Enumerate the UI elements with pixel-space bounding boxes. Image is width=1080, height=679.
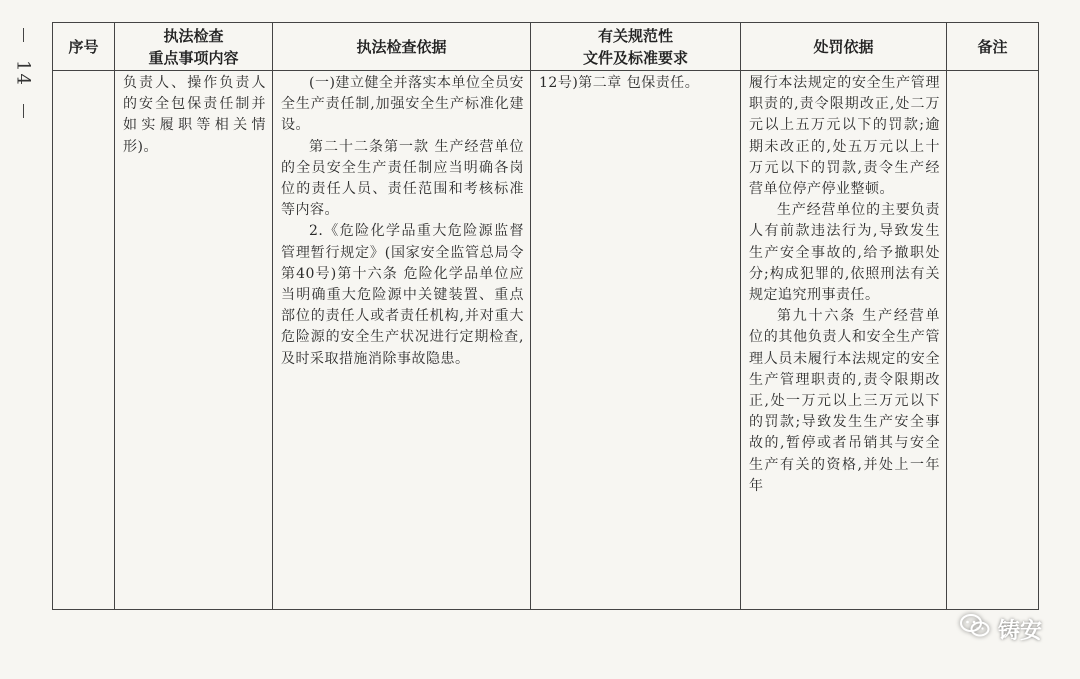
- header-focus-line1: 执法检查: [163, 26, 224, 45]
- header-penalty: 处罚依据: [741, 23, 947, 71]
- page-number-dash-bottom: [23, 104, 24, 118]
- cell-focus: [115, 71, 273, 610]
- cell-penalty: [741, 71, 947, 610]
- norms-text: 12号)第二章 包保责任。: [539, 75, 700, 91]
- watermark: [960, 613, 1042, 645]
- page-number: [8, 28, 38, 118]
- focus-text: 负责人、操作负责人的安全包保责任制并如实履职等相关情形)。: [123, 75, 266, 155]
- cell-seq-text: [53, 71, 114, 611]
- header-norms: [531, 23, 741, 71]
- table-header-row: [53, 23, 1039, 71]
- cell-remarks-text: [947, 71, 1038, 611]
- table-row: [53, 71, 1039, 610]
- penalty-paragraph-2: 生产经营单位的主要负责人有前款违法行为,导致发生生产安全事故的,给予撤职处分;构成犯罪的,依照刑法有关规定追究刑事责任。: [749, 202, 940, 304]
- cell-seq: [53, 71, 115, 610]
- penalty-paragraph-1: 履行本法规定的安全生产管理职责的,责令限期改正,处二万元以上五万元以下的罚款;逾期未改正的,处五万元以上十万元以下的罚款,责令生产经营单位停产停业整顿。: [749, 75, 940, 198]
- header-seq: 序号: [53, 23, 115, 71]
- basis-paragraph-1: (一)建立健全并落实本单位全员安全生产责任制,加强安全生产标准化建设。: [281, 75, 524, 134]
- header-norms-line2: 文件及标准要求: [582, 48, 688, 67]
- header-focus-line2: 重点事项内容: [148, 48, 239, 67]
- basis-paragraph-2: 第二十二条第一款 生产经营单位的全员安全生产责任制应当明确各岗位的责任人员、责任范围和考核标准等内容。: [281, 138, 524, 219]
- cell-remarks: [947, 71, 1039, 610]
- page-number-dash-top: [23, 28, 24, 42]
- basis-paragraph-3: 2.《危险化学品重大危险源监督管理暂行规定》(国家安全监管总局令第40号)第十六条 危险化学品单位应当明确重大危险源中关键装置、重点部位的责任人或者责任机构,并对重大危险源的安全生产状况进行定期检查,及时采取措施消除事故隐患。: [281, 223, 524, 367]
- page-number-value: 14: [12, 59, 34, 87]
- cell-basis: [273, 71, 531, 610]
- header-norms-line1: 有关规范性: [597, 26, 673, 45]
- header-basis: 执法检查依据: [273, 23, 531, 71]
- header-remarks: 备注: [947, 23, 1039, 71]
- header-focus: [115, 23, 273, 71]
- inspection-table: [52, 22, 1039, 610]
- cell-norms: [531, 71, 741, 610]
- penalty-paragraph-3: 第九十六条 生产经营单位的其他负责人和安全生产管理人员未履行本法规定的安全生产管理职责的,责令限期改正,处一万元以上三万元以下的罚款;导致发生生产安全事故的,暂停或者吊销其与安全生产有关的资格,并处上一年年: [749, 308, 940, 494]
- watermark-text: 铸安: [997, 618, 1042, 644]
- wechat-icon: [960, 613, 990, 645]
